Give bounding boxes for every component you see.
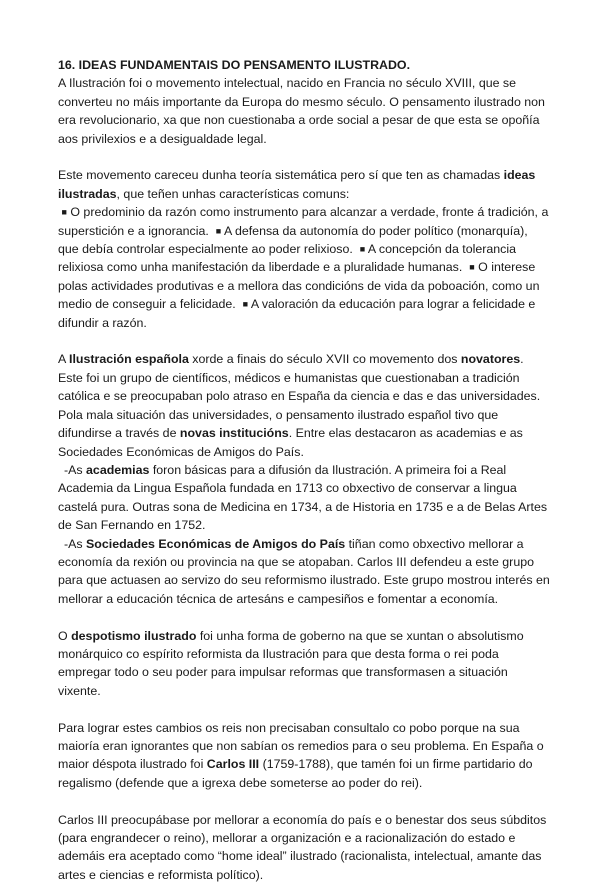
bold-term: novatores: [460, 352, 521, 367]
square-bullet-icon: ■: [215, 225, 222, 236]
economic-societies-paragraph: [58, 535, 550, 609]
text-run: -As: [64, 536, 87, 551]
square-bullet-icon: ■: [61, 207, 67, 218]
ideas-bullet-list: [58, 203, 550, 332]
square-bullet-icon: ■: [242, 299, 249, 310]
text-run: , que teñen unhas características comuns:: [116, 186, 350, 201]
square-bullet-icon: ■: [359, 244, 366, 255]
document-page: [58, 56, 550, 884]
text-run: Para lograr estes cambios os reis non precisaban consultalo co pobo porque na sua maioría eran ignorantes que non sabían os remedios para o seu problema. En España o maior déspota ilustrado foi: [58, 720, 544, 772]
text-run: foron básicas para a difusión da Ilustración. A primeira foi a Real Academia da Lingua Española fundada en 1713 co obxectivo de conservar a lingua castelá pura. Outras sona de Medicina en 1734, a de Historia en 1735 e a de Belas Artes de San Fernando en 1752.: [58, 462, 548, 533]
section-title: 16. IDEAS FUNDAMENTAIS DO PENSAMENTO ILUSTRADO.: [58, 58, 411, 72]
text-run: xorde a finais do século XVII co movemento dos: [188, 352, 461, 367]
bold-term: despotismo ilustrado: [71, 628, 197, 643]
text-run: Este movemento careceu dunha teoría sistemática pero sí que ten as chamadas: [58, 168, 504, 183]
bullet-item: A concepción da tolerancia relixiosa como unha manifestación da liberdade e a pluralidade humanas.: [58, 242, 517, 275]
enlightened-despotism-paragraph: [58, 627, 550, 701]
text-run: A: [58, 352, 70, 367]
bullet-item: O predominio da razón como instrumento para alcanzar a verdade, fronte á tradición, a superstición e a ignorancia.: [58, 205, 549, 238]
text-run: foi unha forma de goberno na que se xuntan o absolutismo monárquico co espírito reformista da Ilustración para que desta forma o rei poda empregar todo o seu poder para impulsar reformas que transformasen a situación vixente.: [58, 628, 524, 698]
text-run: O: [58, 628, 72, 643]
academies-paragraph: [58, 461, 550, 535]
text-run: -As: [64, 462, 87, 477]
text-run: . Entre elas destacaron as academias e as Sociedades Económicas de Amigos do País.: [58, 426, 523, 459]
bold-term: ideas ilustradas: [58, 168, 536, 201]
carlos-iii-paragraph: Carlos III preocupábase por mellorar a economía do país e o benestar dos seus súbditos (para engrandecer o reino), mellorar a organización e a racionalización do estado e ademáis era aceptado como “home ideal” ilustrado (racionalista, intelectual, amante das artes e ciencias e reformista político).: [58, 812, 547, 882]
bold-term: Carlos III: [206, 757, 260, 772]
square-bullet-icon: ■: [469, 262, 475, 273]
bullet-item: A defensa da autonomía do poder político (monarquía), que debía controlar especialmente ao poder relixioso.: [58, 223, 528, 257]
bold-term: academias: [86, 462, 150, 477]
bullet-item: O interese polas actividades produtivas e a mellora das condicións de vida da poboación, como un medio de conseguir a felicidade.: [58, 260, 540, 312]
text-run: (1759-1788), que tamén foi un firme partidario do regalismo (defende que a igrexa debe someterse ao poder do rei).: [58, 757, 533, 790]
bold-term: Sociedades Económicas de Amigos do País: [86, 536, 346, 551]
bold-term: Ilustración española: [69, 352, 189, 367]
reforms-paragraph: [58, 719, 550, 793]
text-run: tiñan como obxectivo mellorar a economía da rexión ou provincia na que se atopaban. Carlos III defendeu a este grupo para que actuasen ao servizo do seu reformismo ilustrado. Este grupo mostrou interés en mellorar a educación técnica de artesáns e campesiños e fomentar a economía.: [58, 536, 550, 606]
text-run: . Este foi un grupo de científicos, médicos e humanistas que cuestionaban a tradición católica e se preocupaban polo atraso en España da ciencia e das e das universidades. Pola mala situación das universidades, o pensamento ilustrado español tivo que difundirse a través de: [58, 352, 541, 441]
bold-term: novas institucións: [179, 426, 289, 441]
bullet-item: A valoración da educación para lograr a felicidade e difundir a razón.: [58, 297, 536, 330]
ideas-intro-paragraph: [58, 166, 550, 203]
intro-paragraph: A Ilustración foi o movemento intelectual, nacido en Francia no século XVIII, que se converteu no máis importante da Europa do mesmo século. O pensamento ilustrado non era revolucionario, xa que non cuestionaba a orde social a pesar de que esta se opoñía aos privilexios e a desigualdade legal.: [58, 76, 545, 146]
spanish-enlightenment-paragraph: [58, 350, 550, 460]
